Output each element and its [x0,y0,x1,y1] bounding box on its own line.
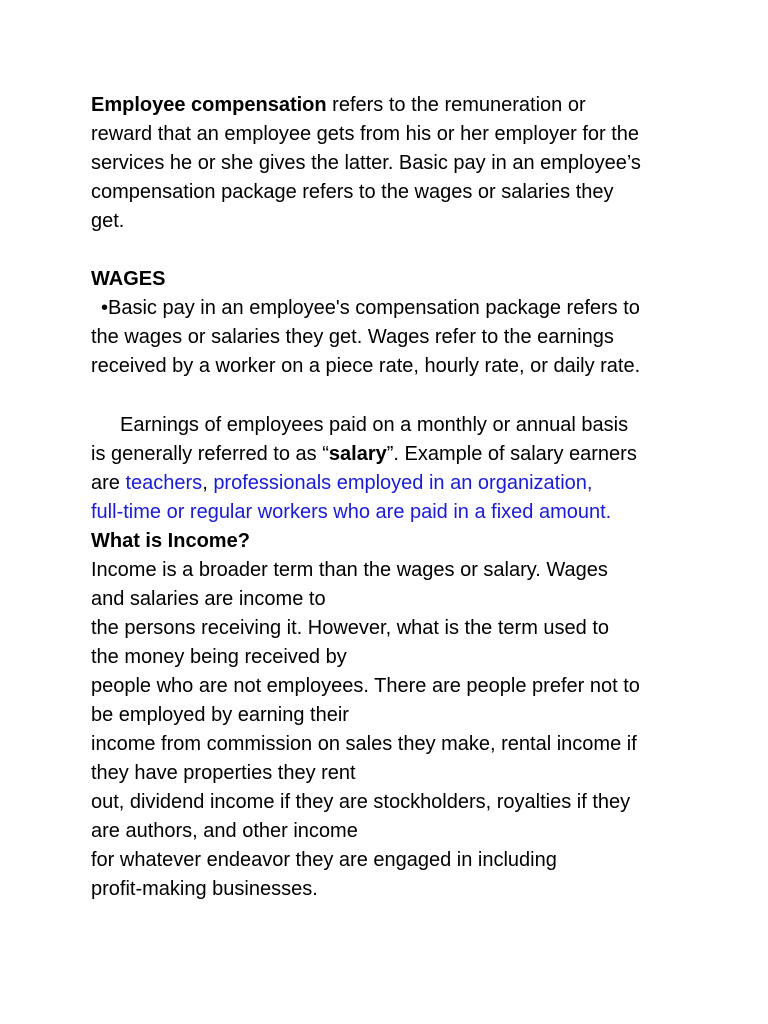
salary-line-3 [91,469,592,498]
income-line: people who are not employees. There are people prefer not to [91,675,640,697]
income-line: for whatever endeavor they are engaged in including [91,849,557,871]
intro-line-3: services he or she gives the latter. Basic pay in an employee’s [91,152,641,174]
income-line: out, dividend income if they are stockholders, royalties if they [91,791,631,813]
salary-term: salary [328,443,387,465]
intro-line-5: get. [91,210,125,232]
intro-line-1 [91,91,586,120]
professionals-link[interactable]: professionals employed in an organization, [213,472,593,494]
income-line: be employed by earning their [91,704,349,726]
fulltime-workers-link[interactable]: full-time or regular workers who are paid in a fixed amount. [91,501,612,523]
income-line: and salaries are income to [91,588,326,610]
intro-term: Employee compensation [91,94,327,116]
income-line: they have properties they rent [91,762,356,784]
income-line: the money being received by [91,646,347,668]
salary-line-1: Earnings of employees paid on a monthly or annual basis [120,414,629,436]
intro-line-1-text: refers to the remuneration or [326,94,586,116]
wages-line-3: received by a worker on a piece rate, hourly rate, or daily rate. [91,355,641,377]
salary-line-2-pre: is generally referred to as “ [91,443,329,465]
salary-line-2 [91,440,637,469]
income-line: the persons receiving it. However, what is the term used to [91,617,610,639]
intro-line-4: compensation package refers to the wages or salaries they [91,181,614,203]
income-line: income from commission on sales they make, rental income if [91,733,637,755]
wages-bullet-line-1: •Basic pay in an employee's compensation package refers to [101,297,640,319]
salary-line-2-post: ”. Example of salary earners [386,443,637,465]
teachers-link[interactable]: teachers [125,472,203,494]
salary-line-3-pre: are [91,472,126,494]
wages-heading: WAGES [91,268,166,290]
wages-line-2: the wages or salaries they get. Wages refer to the earnings [91,326,614,348]
salary-line-3-sep: , [202,472,214,494]
intro-line-2: reward that an employee gets from his or her employer for the [91,123,640,145]
income-heading: What is Income? [91,530,250,552]
income-line: Income is a broader term than the wages or salary. Wages [91,559,608,581]
income-line: are authors, and other income [91,820,358,842]
income-line: profit-making businesses. [91,878,318,900]
